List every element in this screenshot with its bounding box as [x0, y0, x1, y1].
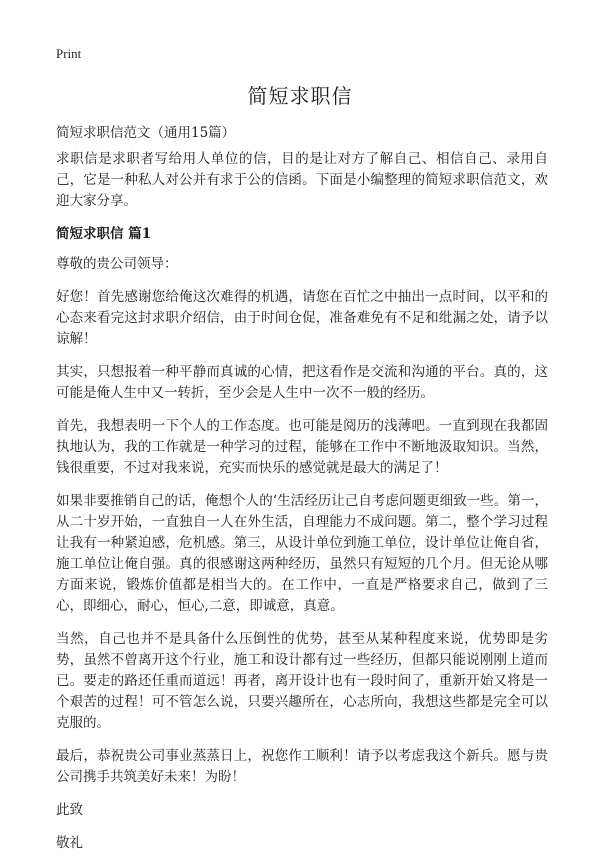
closing-line-2: 敬礼 — [56, 835, 83, 851]
body-paragraph-2: 其实，只想报着一种平静而真诚的心情，把这看作是交流和沟通的平台。真的，这可能是俺人生中又一转折，至少会是人生中一次不一般的经历。 — [56, 364, 548, 401]
closing-line-1: 此致 — [56, 802, 83, 818]
document-subtitle: 简短求职信范文（通用15篇） — [56, 125, 236, 141]
intro-paragraph: 求职信是求职者写给用人单位的信，目的是让对方了解自己、相信自己、录用自己，它是一种私人对公并有求于公的信函。下面是小编整理的简短求职信范文，欢迎大家分享。 — [56, 151, 548, 209]
body-paragraph-5: 当然，自己也并不是具备什么压倒性的优势，甚至从某种程度来说，优势即是劣势，虽然不曾离开这个行业，施工和设计都有过一些经历，但都只能说刚刚上道而已。要走的路还任重而道远！再者，离开设计也有一段时间了，重新开始又将是一个艰苦的过程！可不管怎么说，只要兴趣所在，心志所向，我想这些都是完全可以克服的。 — [56, 631, 548, 731]
print-link[interactable]: Print — [56, 46, 82, 61]
body-paragraph-1: 好您！首先感谢您给俺这次难得的机遇，请您在百忙之中抽出一点时间，以平和的心态来看完这封求职介绍信，由于时间仓促，准备难免有不足和纰漏之处，请予以谅解！ — [56, 289, 548, 347]
body-paragraph-4: 如果非要推销自己的话，俺想个人的‘生活经历让己自考虑问题更细致一些。第一，从二十岁开始，一直独自一人在外生活，自理能力不成问题。第二，整个学习过程让我有一种紧迫感，危机感。第三，从设计单位到施工单位，设计单位让俺自省，施工单位让俺自强。真的很感谢这两种经历，虽然只有短短的几个月。但无论从哪方面来说，锻炼价值都是相当大的。在工作中，一直是严格要求自己，做到了三心，即细心，耐心，恒心,二意，即诚意，真意。 — [56, 493, 548, 614]
document-body — [56, 149, 548, 866]
page-title: 简短求职信 — [247, 84, 353, 108]
body-paragraph-3: 首先，我想表明一下个人的工作态度。也可能是阅历的浅薄吧。一直到现在我都固执地认为，我的工作就是一种学习的过程，能够在工作中不断地汲取知识。当然，钱很重要，不过对我来说，充实而快乐的感觉就是最大的满足了！ — [56, 418, 548, 476]
body-paragraph-6: 最后，恭祝贵公司事业蒸蒸日上，祝您作工顺利！请予以考虑我这个新兵。愿与贵公司携手共筑美好未来！为盼！ — [56, 748, 548, 785]
section-heading: 简短求职信 篇1 — [56, 226, 152, 242]
salutation: 尊敬的贵公司领导： — [56, 256, 178, 272]
